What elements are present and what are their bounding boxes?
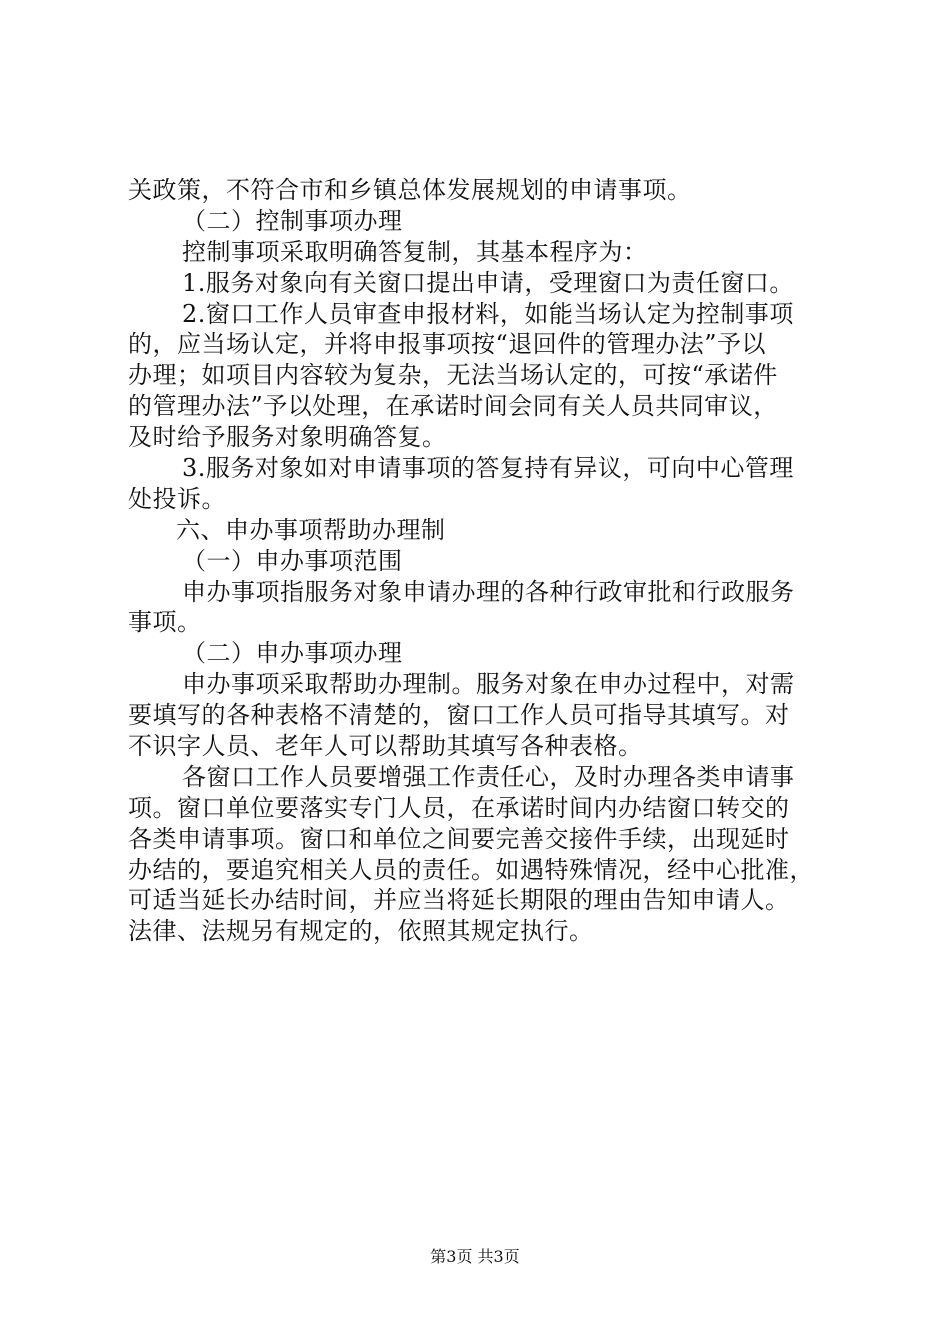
text-line: 申办事项指服务对象申请办理的各种行政审批和行政服务 <box>182 577 795 606</box>
text-line: 要填写的各种表格不清楚的，窗口工作人员可指导其填写。对 <box>128 701 790 730</box>
text-line: 办理；如项目内容较为复杂，无法当场认定的，可按“承诺件 <box>128 361 778 390</box>
section-heading: （二）申办事项办理 <box>182 639 403 668</box>
list-item: 3.服务对象如对申请事项的答复持有异议，可向中心管理 <box>182 454 794 483</box>
text-line: 事项。 <box>128 608 202 637</box>
text-line: 各类申请事项。窗口和单位之间要完善交接件手续，出现延时 <box>128 824 790 853</box>
section-heading: （一）申办事项范围 <box>182 546 403 575</box>
text-line: 法律、法规另有规定的，依照其规定执行。 <box>128 917 594 946</box>
text-line: 不识字人员、老年人可以帮助其填写各种表格。 <box>128 732 643 761</box>
text-line: 的管理办法”予以处理，在承诺时间会同有关人员共同审议， <box>128 392 778 421</box>
text-line: 关政策，不符合市和乡镇总体发展规划的申请事项。 <box>128 176 692 204</box>
list-item: 1.服务对象向有关窗口提出申请，受理窗口为责任窗口。 <box>182 268 794 297</box>
text-line: 及时给予服务对象明确答复。 <box>128 423 447 452</box>
text-line: 各窗口工作人员要增强工作责任心，及时办理各类申请事 <box>182 762 795 791</box>
list-item: 2.窗口工作人员审查申报材料，如能当场认定为控制事项 <box>182 299 794 328</box>
text-line: 控制事项采取明确答复制，其基本程序为： <box>182 237 648 266</box>
section-heading: 六、申办事项帮助办理制 <box>176 515 446 544</box>
document-body <box>128 175 828 947</box>
page-number: 第3页 共3页 <box>430 1247 520 1266</box>
text-line: 的，应当场认定，并将申报事项按“退回件的管理办法”予以 <box>128 330 767 359</box>
text-line: 处投诉。 <box>128 484 226 513</box>
section-heading: （二）控制事项办理 <box>182 206 403 235</box>
text-line: 项。窗口单位要落实专门人员，在承诺时间内办结窗口转交的 <box>128 793 790 822</box>
text-line: 申办事项采取帮助办理制。服务对象在申办过程中，对需 <box>182 670 795 699</box>
text-line: 办结的，要追究相关人员的责任。如遇特殊情况，经中心批准， <box>128 855 814 884</box>
text-line: 可适当延长办结时间，并应当将延长期限的理由告知申请人。 <box>128 886 790 915</box>
